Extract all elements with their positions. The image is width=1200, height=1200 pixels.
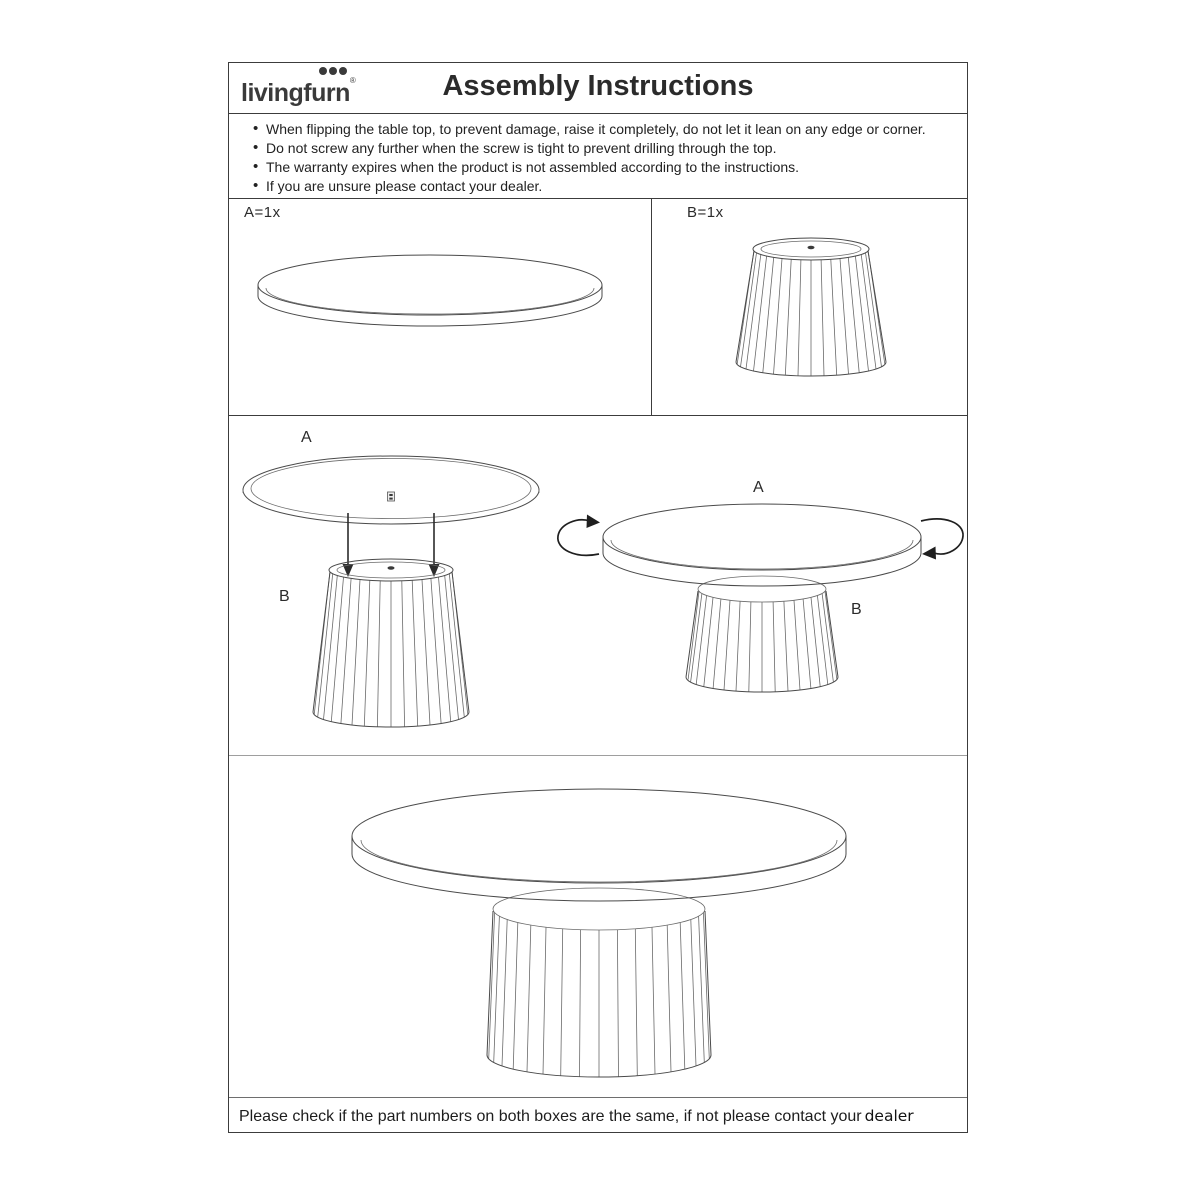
pedestal-base-drawing — [734, 236, 888, 386]
exploded-assembly-drawing — [241, 454, 541, 736]
part-b-quantity-label: B=1x — [687, 204, 724, 221]
header — [229, 63, 967, 114]
mounting-bracket — [388, 492, 395, 501]
part-b-panel — [652, 199, 969, 415]
table-top-assembled — [603, 504, 921, 586]
warning-item: • The warranty expires when the product is not assembled according to the instructions. — [253, 158, 957, 177]
part-a-panel — [229, 199, 652, 415]
warning-item: • When flipping the table top, to prevent damage, raise it completely, do not let it lean on any edge or corner. — [253, 120, 957, 139]
warning-list — [229, 114, 967, 196]
rotate-arrow-icon — [553, 513, 603, 561]
rotate-arrow-icon — [919, 513, 967, 561]
final-assembled-table-drawing — [349, 787, 849, 1093]
bolt-hole — [808, 246, 815, 249]
pedestal-base-exploded — [313, 559, 469, 727]
table-top-drawing — [256, 253, 604, 339]
warning-item: • If you are unsure please contact your dealer. — [253, 177, 957, 196]
parts-section — [229, 199, 967, 416]
registered-trademark: ® — [349, 76, 356, 85]
part-a-quantity-label: A=1x — [244, 204, 281, 221]
exploded-base-label: B — [279, 588, 290, 605]
footer-dealer-word: dealer — [864, 1107, 914, 1125]
assembled-base-label: B — [851, 601, 862, 618]
brand-logo-text: livingfurn — [241, 79, 350, 107]
footer-notice — [229, 1098, 967, 1134]
table-base-final — [487, 888, 711, 1077]
table-top-final — [352, 789, 846, 901]
bolt-hole — [388, 566, 395, 569]
assembled-top-label: A — [753, 479, 764, 496]
warnings-section — [229, 114, 967, 199]
instruction-sheet — [228, 62, 968, 1133]
assembly-steps-section — [229, 416, 967, 756]
page-title: Assembly Instructions — [442, 70, 754, 102]
warning-item: • Do not screw any further when the screw is tight to prevent drilling through the top. — [253, 139, 957, 158]
assembled-table-drawing — [601, 501, 923, 701]
exploded-top-label: A — [301, 429, 312, 446]
footer-notice-text: Please check if the part numbers on both boxes are the same, if not please contact your — [239, 1108, 862, 1125]
final-result-section — [229, 756, 967, 1098]
table-base-assembled — [686, 576, 838, 692]
